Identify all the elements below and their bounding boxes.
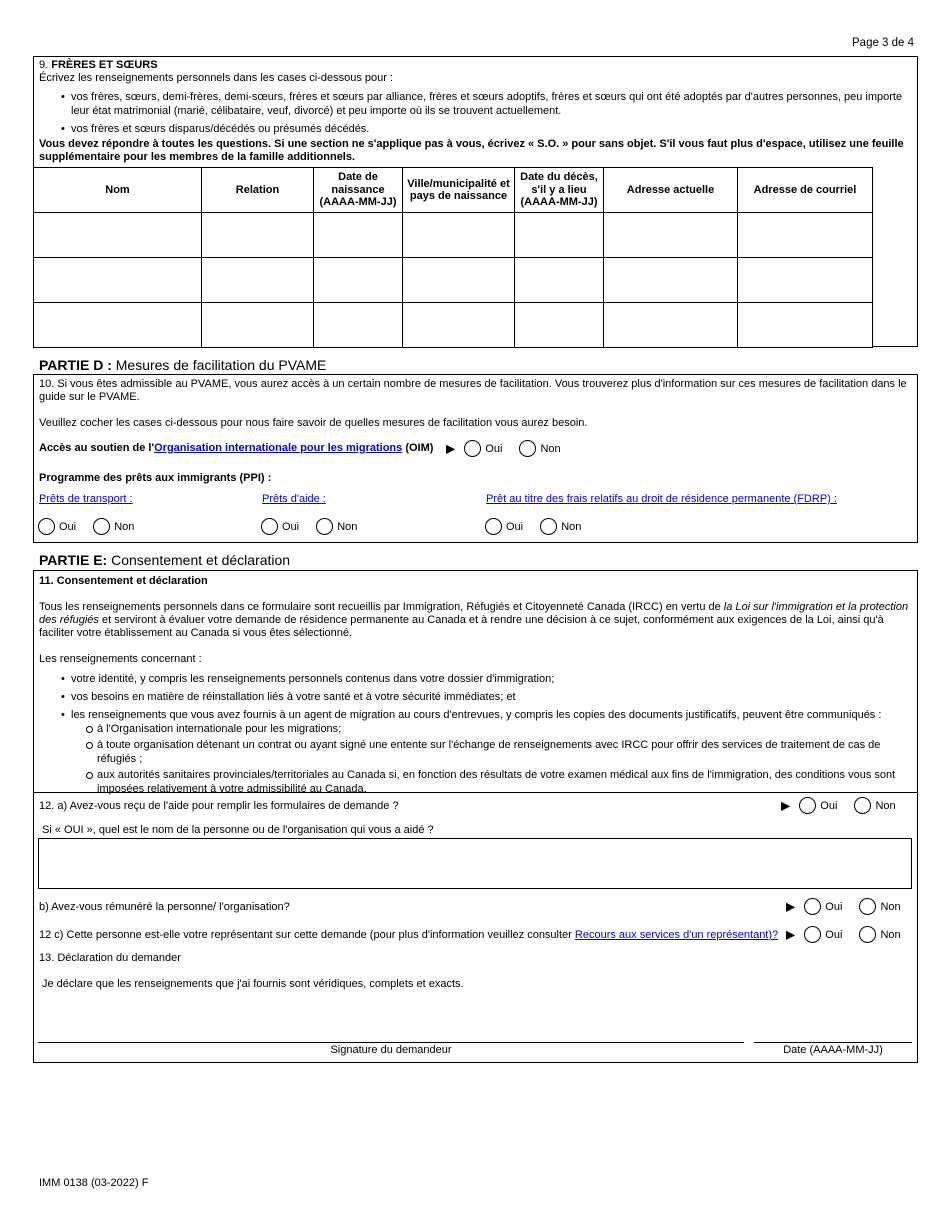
aide-oui-label: Oui	[282, 520, 300, 533]
q11-sub-bullet: à l'Organisation internationale pour les migrations;	[39, 722, 909, 736]
q12b-question: b) Avez-vous rémunéré la personne/ l'organisation?	[39, 901, 290, 913]
form-code: IMM 0138 (03-2022) F	[39, 1177, 149, 1189]
aide-non-radio[interactable]	[316, 518, 333, 535]
cell-deathdate[interactable]	[515, 213, 604, 258]
cell-birthdate[interactable]	[314, 303, 403, 348]
q10-check-instruction: Veuillez cocher les cases ci-dessous pour nous faire savoir de quelles mesures de facilitation vous aurez besoin.	[39, 417, 588, 429]
oim-choices	[446, 440, 561, 457]
cell-birthplace[interactable]	[403, 258, 515, 303]
q12c-question	[39, 929, 778, 941]
transport-oui-label: Oui	[59, 520, 77, 533]
helper-name-field[interactable]	[38, 838, 912, 889]
q12c-suffix: )?	[768, 929, 779, 941]
cell-email[interactable]	[738, 303, 873, 348]
oim-oui-label: Oui	[485, 442, 503, 455]
arrow-right-icon: ▶	[786, 927, 796, 942]
q11-sub-bullets	[39, 722, 909, 796]
fdrp-non-radio[interactable]	[540, 518, 557, 535]
q11-bullet: • les renseignements que vous avez fournis à un agent de migration au cours d'entrevues, y compris les copies des documents justificatifs, peuvent être communiqués :	[39, 708, 909, 722]
oim-link[interactable]: Organisation internationale pour les migrations	[154, 442, 403, 454]
address-input[interactable]	[604, 303, 737, 347]
arrow-right-icon: ▶	[446, 441, 456, 456]
section-9-title	[39, 59, 158, 71]
ppi-title: Programme des prêts aux immigrants (PPI) :	[39, 472, 272, 484]
declaration-text: Je déclare que les renseignements que j'ai fournis sont véridiques, complets et exacts.	[42, 978, 464, 990]
col-header-address: Adresse actuelle	[604, 168, 738, 213]
q11-sub-bullet: aux autorités sanitaires provinciales/territoriales au Canada si, en fonction des résultats de votre examen médical aux fins de l'immigration, des conditions vous sont imposées relativement à votre admissibilité au Canada.	[39, 768, 909, 796]
aide-choices	[261, 518, 357, 535]
oim-non-label: Non	[540, 442, 561, 455]
fdrp-loan-link[interactable]: Prêt au titre des frais relatifs au droit de résidence permanente (FDRP) :	[486, 493, 837, 505]
birthdate-input[interactable]	[314, 213, 402, 257]
q11-paragraph	[39, 601, 911, 640]
table-row	[34, 303, 873, 348]
signature-label: Signature du demandeur	[330, 1044, 452, 1056]
representative-link[interactable]: Recours aux services d'un représentant	[574, 929, 769, 941]
deathdate-input[interactable]	[515, 258, 603, 302]
relation-input[interactable]	[202, 258, 313, 302]
q11-sub-bullet: à toute organisation détenant un contrat ou ayant signé une entente sur l'échange de renseignements avec IRCC pour offrir des services de traitement de cas de réfugiés ;	[39, 738, 909, 766]
birthplace-input[interactable]	[403, 213, 514, 257]
birthdate-input[interactable]	[314, 258, 402, 302]
q12c-non-label: Non	[880, 928, 901, 941]
fdrp-oui-label: Oui	[506, 520, 524, 533]
cell-email[interactable]	[738, 213, 873, 258]
part-d-label: PARTIE D :	[39, 357, 112, 373]
transport-choices	[38, 518, 134, 535]
oim-prefix: Accès au soutien de l'	[39, 442, 155, 454]
q12a-oui-radio[interactable]	[799, 797, 816, 814]
relation-input[interactable]	[202, 213, 313, 257]
email-input[interactable]	[738, 213, 872, 257]
q13-title: 13. Déclaration du demander	[39, 952, 181, 964]
q12c-oui-label: Oui	[825, 928, 843, 941]
cell-address[interactable]	[604, 258, 738, 303]
section-9-bullets	[39, 90, 909, 136]
cell-birthplace[interactable]	[403, 303, 515, 348]
fdrp-oui-radio[interactable]	[485, 518, 502, 535]
fdrp-non-label: Non	[561, 520, 582, 533]
section-9-number: 9.	[39, 59, 52, 71]
email-input[interactable]	[738, 303, 872, 347]
transport-loan-link[interactable]: Prêts de transport :	[39, 493, 133, 505]
part-e-heading: Consentement et déclaration	[107, 552, 291, 568]
cell-relation[interactable]	[202, 303, 314, 348]
name-input[interactable]	[34, 258, 201, 302]
siblings-table	[33, 167, 873, 348]
q11-paragraph-b: et serviront à évaluer votre demande de résidence permanente au Canada et à rendre une décision à ce sujet, conformément aux exigences de la Loi, ainsi qu'à faciliter votre établissement au Canada si vous êtes sélectionné.	[39, 614, 884, 639]
page-number: Page 3 de 4	[852, 37, 915, 49]
address-input[interactable]	[604, 258, 737, 302]
section-9-heading: FRÈRES ET SŒURS	[51, 59, 158, 71]
col-header-birthplace: Ville/municipalité et pays de naissance	[403, 168, 515, 213]
arrow-right-icon: ▶	[781, 798, 791, 813]
birthplace-input[interactable]	[403, 258, 514, 302]
cell-deathdate[interactable]	[515, 258, 604, 303]
birthplace-input[interactable]	[403, 303, 514, 347]
q12c-choices	[786, 926, 901, 943]
q11-concerning: Les renseignements concernant :	[39, 653, 202, 665]
address-input[interactable]	[604, 213, 737, 257]
q12a-question: 12. a) Avez-vous reçu de l'aide pour remplir les formulaires de demande ?	[39, 800, 399, 812]
q11-bullet: • vos besoins en matière de réinstallation liés à votre santé et à votre sécurité immédiates; et	[39, 690, 909, 704]
part-e-label: PARTIE E:	[39, 552, 108, 568]
signature-line[interactable]	[38, 1042, 744, 1043]
part-d-heading: Mesures de facilitation du PVAME	[111, 357, 327, 373]
cell-birthplace[interactable]	[403, 213, 515, 258]
oim-non-radio[interactable]	[519, 440, 536, 457]
part-e-title	[39, 552, 290, 568]
q12c-oui-radio[interactable]	[804, 926, 821, 943]
q11-bullets	[39, 672, 909, 722]
q11-bullet: • votre identité, y compris les renseignements personnels contenus dans votre dossier d'immigration;	[39, 672, 909, 686]
oim-suffix: (OIM)	[402, 442, 434, 454]
q11-title: 11. Consentement et déclaration	[39, 575, 208, 587]
part-d-title	[39, 357, 326, 373]
q12b-non-label: Non	[880, 900, 901, 913]
date-label: Date (AAAA-MM-JJ)	[783, 1044, 883, 1056]
cell-name[interactable]	[34, 213, 202, 258]
col-header-deathdate: Date du décès, s'il y a lieu (AAAA-MM-JJ)	[515, 168, 604, 213]
transport-non-radio[interactable]	[93, 518, 110, 535]
q12a-choices	[781, 797, 896, 814]
q12c-prefix: 12 c) Cette personne est-elle votre représentant sur cette demande (pour plus d'information veuillez consulter	[39, 929, 575, 941]
arrow-right-icon: ▶	[786, 899, 796, 914]
q12b-choices	[786, 898, 901, 915]
cell-address[interactable]	[604, 303, 738, 348]
section-9-bullet: • vos frères, sœurs, demi-frères, demi-sœurs, frères et sœurs par alliance, frères et sœurs adoptifs, frères et sœurs qui ont été adoptés par d'autres personnes, peu importe leur état matrimonial (marié, célibataire, veuf, divorcé) et peu importe où ils se trouvent actuellement.	[39, 90, 909, 118]
section-9-bullet: • vos frères et sœurs disparus/décédés ou présumés décédés.	[39, 122, 909, 136]
date-line[interactable]	[754, 1042, 912, 1043]
q12a-follow-up: Si « OUI », quel est le nom de la personne ou de l'organisation qui vous a aidé ?	[42, 824, 434, 836]
relation-input[interactable]	[202, 303, 313, 347]
q12a-oui-label: Oui	[820, 799, 838, 812]
q12a-non-label: Non	[875, 799, 896, 812]
aide-non-label: Non	[337, 520, 358, 533]
col-header-name: Nom	[34, 168, 202, 213]
q11-paragraph-a: Tous les renseignements personnels dans ce formulaire sont recueillis par Immigration, Réfugiés et Citoyenneté Canada (IRCC) en vertu de	[39, 601, 724, 613]
q10-text: 10. Si vous êtes admissible au PVAME, vous aurez accès à un certain nombre de mesures de facilitation. Vous trouverez plus d'information sur ces mesures de facilitation dans le guide sur le PVAME.	[39, 378, 907, 403]
q12b-non-radio[interactable]	[859, 898, 876, 915]
col-header-relation: Relation	[202, 168, 314, 213]
q12a-non-radio[interactable]	[854, 797, 871, 814]
section-9-intro: Écrivez les renseignements personnels dans les cases ci-dessous pour :	[39, 72, 394, 84]
q12b-oui-radio[interactable]	[804, 898, 821, 915]
section-9-instruction: Vous devez répondre à toutes les questions. Si une section ne s'applique pas à vous, écrivez « S.O. » pour sans objet. S'il vous faut plus d'espace, utilisez une feuille supplémentaire pour les membres de la famille additionnels.	[39, 138, 904, 163]
cell-birthdate[interactable]	[314, 258, 403, 303]
col-header-birthdate: Date de naissance (AAAA-MM-JJ)	[314, 168, 403, 213]
email-input[interactable]	[738, 258, 872, 302]
siblings-table-header-row	[34, 168, 873, 213]
cell-birthdate[interactable]	[314, 213, 403, 258]
aide-loan-link[interactable]: Prêts d'aide :	[262, 493, 326, 505]
transport-oui-radio[interactable]	[38, 518, 55, 535]
deathdate-input[interactable]	[515, 303, 603, 347]
cell-name[interactable]	[34, 258, 202, 303]
transport-non-label: Non	[114, 520, 135, 533]
name-input[interactable]	[34, 303, 201, 347]
fdrp-choices	[485, 518, 581, 535]
table-row	[34, 258, 873, 303]
q12b-oui-label: Oui	[825, 900, 843, 913]
col-header-email: Adresse de courriel	[738, 168, 873, 213]
name-input[interactable]	[34, 213, 201, 257]
q12c-non-radio[interactable]	[859, 926, 876, 943]
oim-question	[39, 442, 433, 454]
cell-deathdate[interactable]	[515, 303, 604, 348]
table-row	[34, 213, 873, 258]
deathdate-input[interactable]	[515, 213, 603, 257]
q11-divider	[33, 792, 918, 793]
q11-law-name: la Loi sur l'immigration et la protection des réfugiés	[39, 601, 909, 626]
cell-relation[interactable]	[202, 213, 314, 258]
cell-name[interactable]	[34, 303, 202, 348]
cell-address[interactable]	[604, 213, 738, 258]
cell-email[interactable]	[738, 258, 873, 303]
oim-oui-radio[interactable]	[464, 440, 481, 457]
birthdate-input[interactable]	[314, 303, 402, 347]
cell-relation[interactable]	[202, 258, 314, 303]
aide-oui-radio[interactable]	[261, 518, 278, 535]
